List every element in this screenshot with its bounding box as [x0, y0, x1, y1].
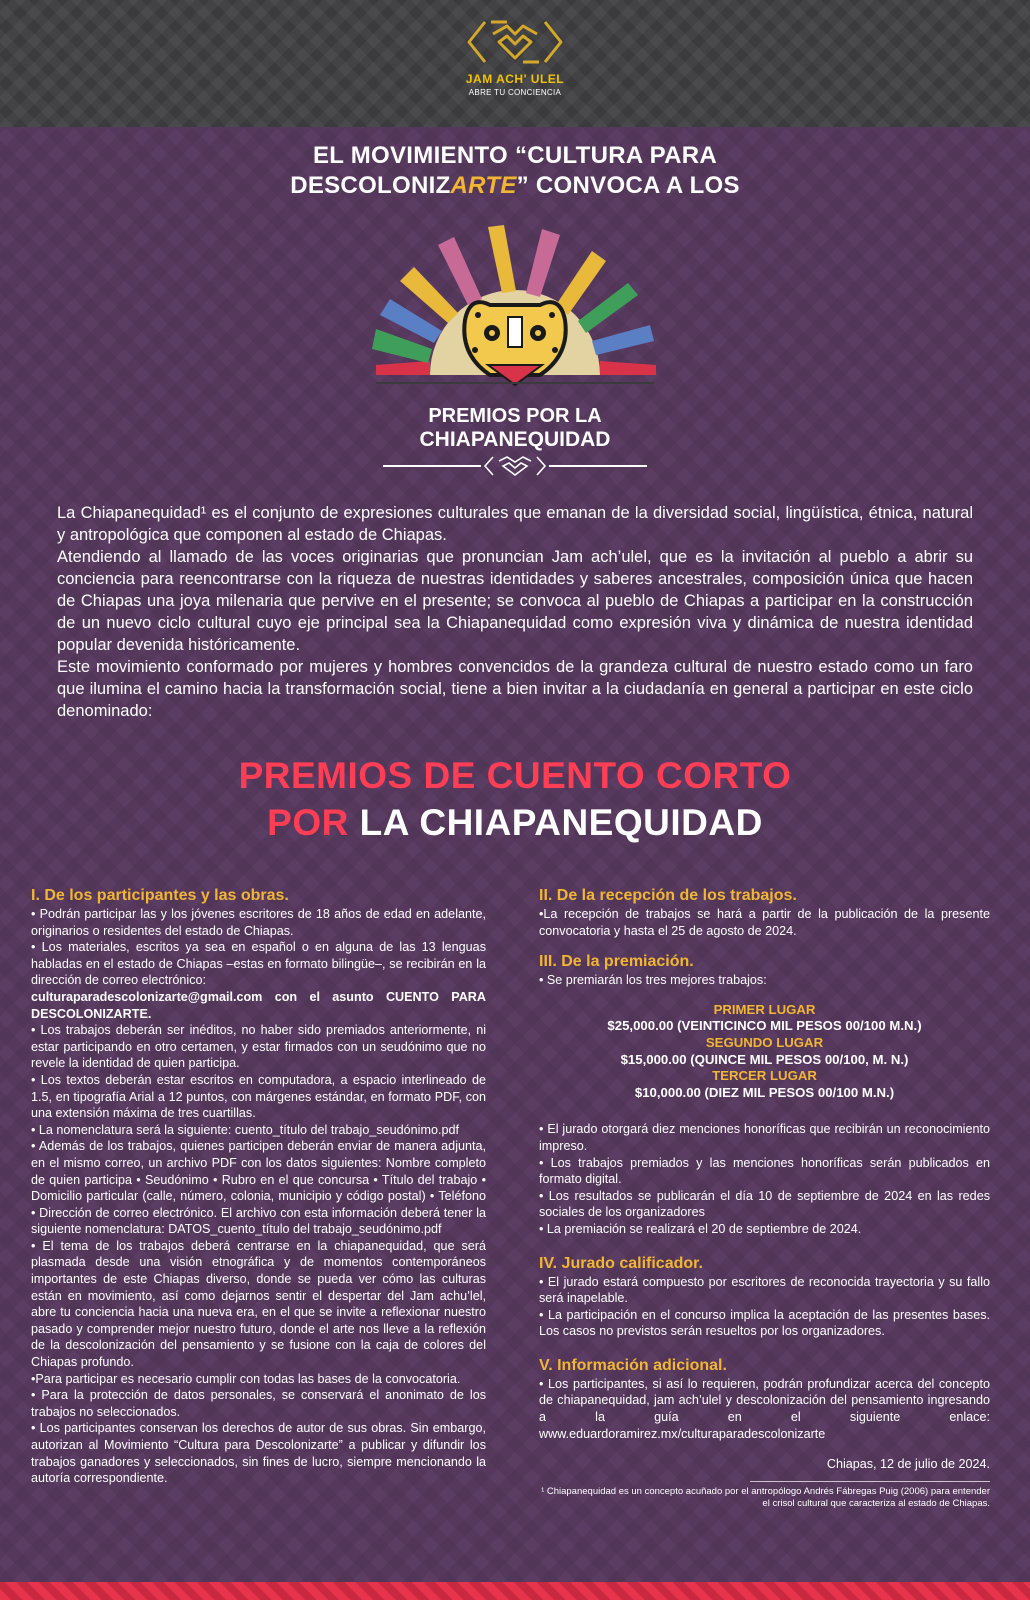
- section-3-title: III. De la premiación.: [539, 953, 694, 971]
- left-column: [31, 886, 486, 1487]
- headline-line-2: [0, 171, 1030, 201]
- section-1-bullet: • Podrán participar las y los jóvenes escritores de 18 años de edad en adelante, originarios o residentes del estado de Chiapas.: [31, 907, 486, 938]
- jam-achulel-logo-icon: [463, 14, 567, 70]
- emblem-title-line-2: CHIAPANEQUIDAD: [419, 428, 611, 451]
- section-1-bullet: •Para participar es necesario cumplir con todas las bases de la convocatoria.: [31, 1371, 461, 1386]
- prize-1-amount: $25,000.00 (VEINTICINCO MIL PESOS 00/100 M.N.): [607, 1018, 922, 1034]
- prize-1-label: PRIMER LUGAR: [713, 1001, 816, 1017]
- section-1-bullet: • Los trabajos deberán ser inéditos, no haber sido premiados anteriormente, ni estar participando en otro certamen, y estar firmados con un seudónimo que no revele la identidad de quien participa.: [31, 1023, 486, 1071]
- section-3-bullet: • El jurado otorgará diez menciones honoríficas que recibirán un reconocimiento impreso.: [539, 1122, 990, 1153]
- section-4-title: IV. Jurado calificador.: [539, 1254, 703, 1272]
- main-title-line-1: PREMIOS DE CUENTO CORTO: [238, 755, 792, 796]
- section-1-bullet: • La nomenclatura será la siguiente: cuento_título del trabajo_seudónimo.pdf: [31, 1122, 459, 1137]
- footnote-divider: [750, 1481, 990, 1482]
- section-5-bullet: • Los participantes, si así lo requieren, podrán profundizar acerca del concepto de chiapanequidad, jam ach’ulel y descolonización del pensamiento ingresando a la guía en el siguiente enlace: www.eduardoramirez.mx/culturaparadescolonizarte: [539, 1376, 990, 1441]
- bottom-stripe: [0, 1582, 1030, 1600]
- main-title-white: LA CHIAPANEQUIDAD: [348, 802, 763, 843]
- chiapanequidad-emblem: [370, 225, 660, 405]
- intro-paragraph-1: La Chiapanequidad¹ es el conjunto de expresiones culturales que emanan de la diversidad social, lingüística, étnica, natural y antropológica que componen al estado de Chiapas.: [57, 504, 973, 544]
- section-1-bullet: • Además de los trabajos, quienes participen deberán enviar de manera adjunta, en el mismo correo, un archivo PDF con los datos siguientes: Nombre completo de quien participa • Seudónimo • Rubro en el que concursa • Título del trabajo • Domicilio particular (calle, número, colonia, municipio y código postal) • Teléfono • Dirección de correo electrónico. El archivo con esta información deberá tener la siguiente nomenclatura: DATOS_cuento_título del trabajo_seudónimo.pdf: [31, 1139, 486, 1237]
- section-3-intro: • Se premiarán los tres mejores trabajos:: [539, 973, 767, 988]
- brand-tagline: ABRE TU CONCIENCIA: [468, 88, 562, 97]
- headline-pre: DESCOLONIZ: [290, 172, 451, 199]
- spacer: [539, 1442, 990, 1456]
- spacer: [539, 1340, 990, 1356]
- spacer: [539, 989, 990, 1002]
- footnote: ¹ Chiapanequidad es un concepto acuñado por el antropólogo Andrés Fábregas Puig (2006) para entender el crisol cultural que caracteriza al estado de Chiapas.: [541, 1485, 990, 1509]
- section-1-bullet: • El tema de los trabajos deberá centrarse en la chiapanequidad, que será plasmada desde una visión etnográfica y de momentos contemporáneos importantes de este Chiapas diverso, donde se pueda ver cómo las culturas están en movimiento, así como dejarnos sentir el despertar del Jam achu’lel, abre tu conciencia hacia una nueva era, en el que se invite a reflexionar nuestro pasado y comprender mejor nuestro futuro, donde el arte nos lleve a la reflexión de la descolonización del pensamiento y se fusione con la caja de colores del Chiapas profundo.: [31, 1238, 486, 1370]
- section-1-title: I. De los participantes y las obras.: [31, 887, 289, 904]
- emblem-divider-icon: [383, 453, 647, 479]
- section-1-bullet: • Los textos deberán estar escritos en computadora, a espacio interlineado de 1.5, en tipografía Arial a 12 puntos, con márgenes estándar, en formato PDF, con una extensión máxima de tres cuartillas.: [31, 1072, 486, 1121]
- section-4-bullet: • La participación en el concurso implica la aceptación de las presentes bases. Los casos no previstos serán resueltos por los organizadores.: [539, 1307, 990, 1339]
- section-1-bullet: • Los participantes conservan los derechos de autor de sus obras. Sin embargo, autorizan al Movimiento “Cultura para Descolonizarte” a publicar y difundir los trabajos ganadores y seleccionados, sin fines de lucro, siempre mencionando la autoría correspondiente.: [31, 1421, 486, 1486]
- spacer: [539, 1101, 990, 1121]
- brand-name: JAM ACH' ULEL: [465, 72, 565, 86]
- main-title-red: POR: [267, 802, 349, 843]
- prize-3-amount: $10,000.00 (DIEZ MIL PESOS 00/100 M.N.): [634, 1084, 895, 1100]
- section-3-bullet: • La premiación se realizará el 20 de septiembre de 2024.: [539, 1221, 862, 1236]
- contact-email: culturaparadescolonizarte@gmail.com con el asunto CUENTO PARA DESCOLONIZARTE.: [31, 989, 486, 1021]
- prize-2-amount: $15,000.00 (QUINCE MIL PESOS 00/100, M. N.): [620, 1051, 909, 1067]
- prize-2-label: SEGUNDO LUGAR: [705, 1034, 824, 1050]
- section-2-bullet: •La recepción de trabajos se hará a partir de la publicación de la presente convocatoria y hasta el 25 de agosto de 2024.: [539, 907, 990, 938]
- section-3-bullet: • Los trabajos premiados y las menciones honoríficas serán publicados en formato digital.: [539, 1155, 990, 1187]
- spacer: [539, 1238, 990, 1254]
- section-4-bullet: • El jurado estará compuesto por escritores de reconocida trayectoria y su fallo será inapelable.: [539, 1274, 990, 1306]
- intro-text: [57, 502, 973, 722]
- prize-3-label: TERCER LUGAR: [712, 1068, 817, 1084]
- intro-paragraph-3: Este movimiento conformado por mujeres y hombres convencidos de la grandeza cultural de nuestro estado como un faro que ilumina el camino hacia la transformación social, tiene a bien invitar a la ciudadanía en general a participar en este ciclo denominado:: [57, 658, 973, 720]
- spacer: [539, 939, 990, 952]
- headline-post: ” CONVOCA A LOS: [516, 172, 740, 199]
- prize-list: [539, 1002, 990, 1102]
- section-3-bullet: • Los resultados se publicarán el día 10 de septiembre de 2024 en las redes sociales de los organizadores: [539, 1188, 990, 1220]
- headline-accent: ARTE: [450, 172, 517, 199]
- headline: [0, 141, 1030, 201]
- section-1-bullet: • Para la protección de datos personales, se conservará el anonimato de los trabajos no seleccionados.: [31, 1388, 486, 1419]
- emblem-title-line-1: PREMIOS POR LA: [428, 405, 602, 427]
- section-5-title: V. Información adicional.: [539, 1356, 727, 1374]
- date-line: Chiapas, 12 de julio de 2024.: [826, 1457, 990, 1472]
- main-title-line-2: [0, 802, 1030, 844]
- intro-paragraph-2: Atendiendo al llamado de las voces originarias que pronuncian Jam ach’ulel, que es la invitación al pueblo a abrir su conciencia para reencontrarse con la riqueza de nuestras identidades y saberes ancestrales, composición única que hacen de Chiapas una joya milenaria que pervive en el presente; se convoca al pueblo de Chiapas a participar en la construcción de un nuevo ciclo cultural cuyo eje principal sea la Chiapanequidad como expresión viva y dinámica de nuestra identidad popular devenida históricamente.: [57, 548, 973, 654]
- section-2-title: II. De la recepción de los trabajos.: [539, 887, 797, 904]
- right-column: [539, 886, 990, 1510]
- headline-line-1: EL MOVIMIENTO “CULTURA PARA: [312, 142, 718, 169]
- section-1-bullet: • Los materiales, escritos ya sea en español o en alguna de las 13 lenguas habladas en el estado de Chiapas –estas en formato bilingüe–, se recibirán en la dirección de correo electrónico:: [31, 940, 486, 988]
